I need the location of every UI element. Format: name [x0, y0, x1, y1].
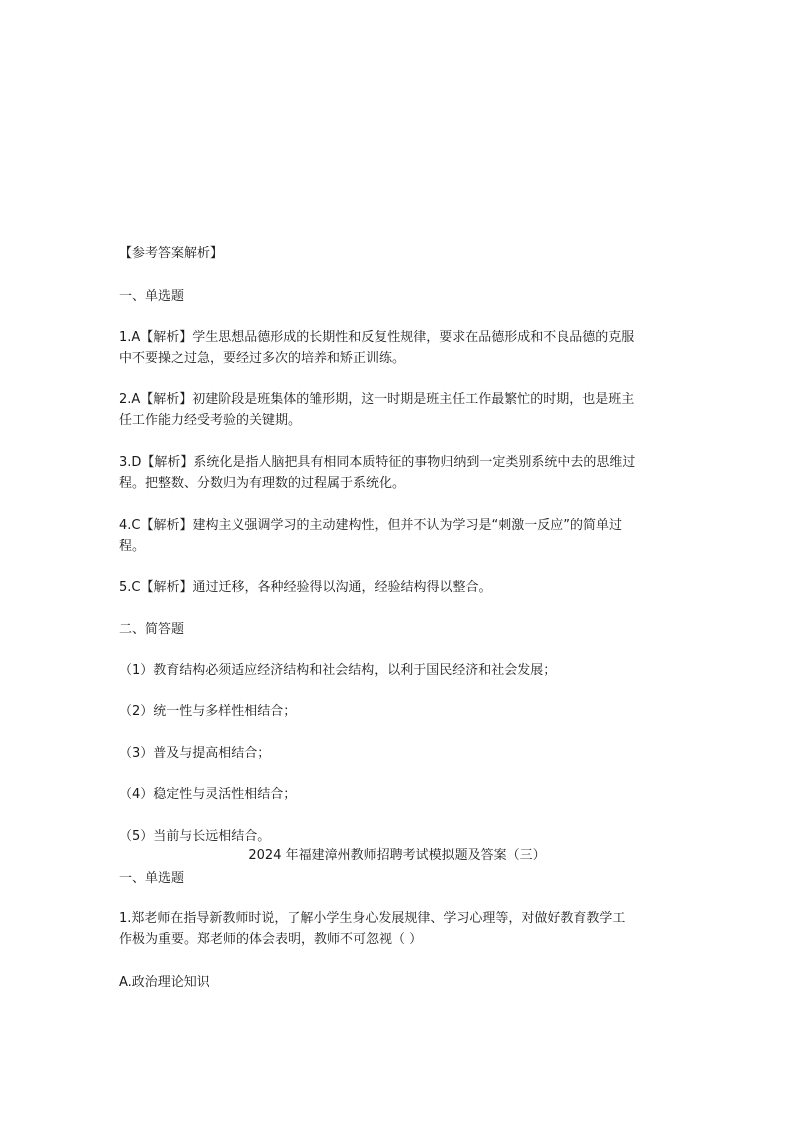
- short-answer-point-2: （2）统一性与多样性相结合；: [119, 704, 297, 719]
- answer-item-3-line-2: 程。把整数、分数归为有理数的过程属于系统化。: [119, 476, 406, 491]
- answer-item-1-line-1: 1.A【解析】学生思想品德形成的长期性和反复性规律，要求在品德形成和不良品德的克服: [119, 330, 635, 345]
- answer-key-heading: 【参考答案解析】: [119, 246, 224, 261]
- answer-item-3: [119, 452, 679, 494]
- answer-item-2: [119, 389, 679, 431]
- answer-item-4-line-1: 4.C【解析】建构主义强调学习的主动建构性，但并不认为学习是“刺激一反应”的简单过: [119, 518, 622, 533]
- exam-section-title-single-choice: 一、单选题: [119, 871, 185, 886]
- answer-item-1-line-2: 中不要操之过急，要经过多次的培养和矫正训练。: [119, 351, 406, 366]
- section-title-single-choice: 一、单选题: [119, 289, 185, 304]
- answer-item-4-line-2: 程。: [119, 539, 146, 554]
- answer-item-1: [119, 327, 679, 369]
- exam-question-1-line-2: 作极为重要。郑老师的体会表明，教师不可忽视（ ）: [119, 932, 423, 947]
- section-title-short-answer: 二、简答题: [119, 622, 185, 637]
- short-answer-point-3: （3）普及与提高相结合；: [119, 746, 271, 761]
- exam-question-1-line-1: 1.郑老师在指导新教师时说，了解小学生身心发展规律、学习心理等，对做好教育教学工: [119, 911, 626, 926]
- short-answer-point-1: （1）教育结构必须适应经济结构和社会结构，以利于国民经济和社会发展；: [119, 663, 557, 678]
- exam-question-1-option-a: A.政治理论知识: [119, 975, 210, 990]
- answer-item-4: [119, 515, 679, 557]
- answer-item-5: 5.C【解析】通过迁移，各种经验得以沟通，经验结构得以整合。: [119, 580, 492, 595]
- answer-item-2-line-1: 2.A【解析】初建阶段是班集体的雏形期，这一时期是班主任工作最繁忙的时期，也是班主: [119, 392, 635, 407]
- exam-title: 2024 年福建漳州教师招聘考试模拟题及答案（三）: [248, 848, 546, 863]
- exam-question-1: [119, 908, 679, 950]
- short-answer-point-5: （5）当前与长远相结合。: [119, 829, 271, 844]
- answer-item-2-line-2: 任工作能力经受考验的关键期。: [119, 413, 302, 428]
- answer-item-3-line-1: 3.D【解析】系统化是指人脑把具有相同本质特征的事物归纳到一定类别系统中去的思维过: [119, 455, 636, 470]
- short-answer-point-4: （4）稳定性与灵活性相结合；: [119, 787, 297, 802]
